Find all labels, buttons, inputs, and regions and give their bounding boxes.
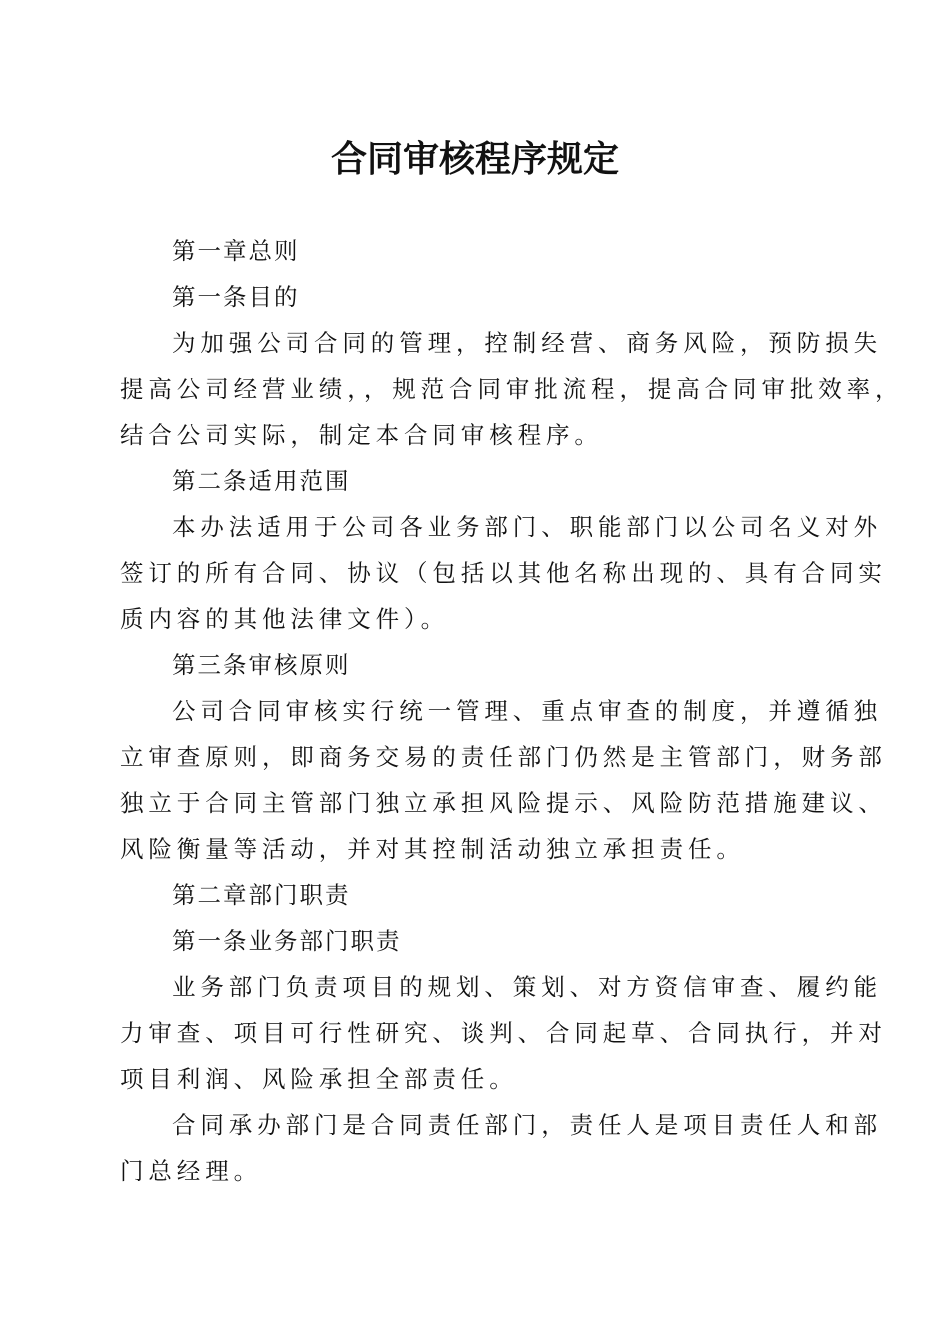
paragraph-line: 项目利润、风险承担全部责任。 <box>120 1065 518 1093</box>
chapter-2-article-1-heading: 第一条业务部门职责 <box>172 927 402 955</box>
article-1-heading: 第一条目的 <box>172 283 300 311</box>
paragraph-line: 公司合同审核实行统一管理、重点审查的制度，并遵循独 <box>172 697 882 725</box>
paragraph-line: 业务部门负责项目的规划、策划、对方资信审查、履约能 <box>172 973 882 1001</box>
paragraph-line: 合同承办部门是合同责任部门，责任人是项目责任人和部 <box>172 1111 882 1139</box>
paragraph-line: 签订的所有合同、协议（包括以其他名称出现的、具有合同实 <box>120 559 887 587</box>
article-3-heading: 第三条审核原则 <box>172 651 351 679</box>
paragraph-line: 质内容的其他法律文件）。 <box>120 605 450 633</box>
paragraph-line: 力审查、项目可行性研究、谈判、合同起草、合同执行，并对 <box>120 1019 887 1047</box>
paragraph-line: 风险衡量等活动，并对其控制活动独立承担责任。 <box>120 835 745 863</box>
paragraph-line: 门总经理。 <box>120 1157 262 1185</box>
document-body <box>120 228 904 1194</box>
chapter-2-heading: 第二章部门职责 <box>172 881 351 909</box>
paragraph-line: 本办法适用于公司各业务部门、职能部门以公司名义对外 <box>172 513 882 541</box>
document-title: 合同审核程序规定 <box>330 138 619 180</box>
paragraph-line: 独立于合同主管部门独立承担风险提示、风险防范措施建议、 <box>120 789 887 817</box>
paragraph-line: 提高公司经营业绩，，规范合同审批流程，提高合同审批效率， <box>120 375 904 403</box>
paragraph-line: 结合公司实际，制定本合同审核程序。 <box>120 421 603 449</box>
paragraph-line: 为加强公司合同的管理，控制经营、商务风险，预防损失 <box>172 329 882 357</box>
paragraph-line: 立审查原则，即商务交易的责任部门仍然是主管部门，财务部 <box>120 743 887 771</box>
chapter-1-heading: 第一章总则 <box>172 237 300 265</box>
article-2-heading: 第二条适用范围 <box>172 467 351 495</box>
